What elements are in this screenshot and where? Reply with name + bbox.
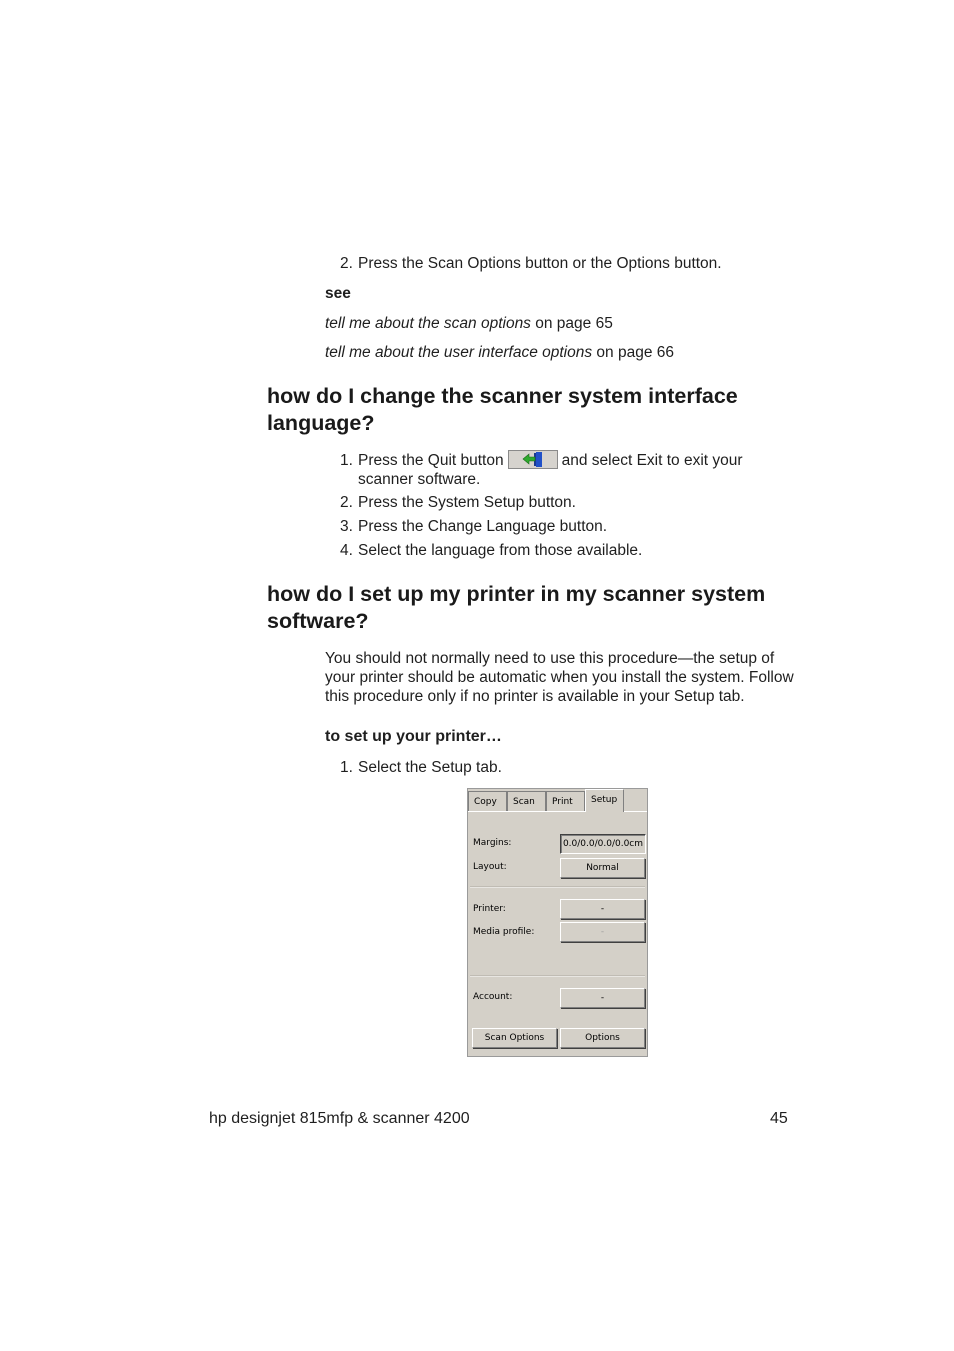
printer-intro — [325, 649, 795, 706]
step-number: 4. — [340, 542, 353, 559]
step-text: Press the System Setup button. — [358, 494, 576, 511]
step-text: Select the Setup tab. — [358, 759, 502, 776]
printer-button[interactable]: - — [560, 899, 645, 919]
step-scan-options — [340, 254, 722, 273]
footer-title: hp designjet 815mfp & scanner 4200 — [209, 1110, 470, 1127]
heading-line: language? — [267, 411, 375, 435]
step-text: and select Exit to exit your — [561, 452, 743, 469]
heading-set-up-printer — [267, 581, 765, 635]
printer-step-1 — [340, 758, 502, 777]
step-text: Press the Scan Options button or the Options button. — [358, 255, 722, 272]
setup-panel — [467, 788, 648, 1057]
step-text: Press the Quit button — [358, 452, 504, 469]
link-title[interactable]: tell me about the user interface options — [325, 344, 593, 361]
step-number: 3. — [340, 518, 353, 535]
account-button[interactable]: - — [560, 988, 645, 1008]
tab-bar — [468, 789, 647, 811]
step-text: Select the language from those available. — [358, 542, 643, 559]
intro-line: You should not normally need to use this procedure—the setup of — [325, 650, 775, 667]
intro-line: this procedure only if no printer is available in your Setup tab. — [325, 688, 745, 705]
language-step-2 — [340, 493, 576, 512]
intro-line: your printer should be automatic when you install the system. Follow — [325, 669, 794, 686]
language-step-1 — [340, 450, 780, 489]
see-link-scan-options[interactable] — [325, 314, 613, 333]
step-number: 1. — [340, 452, 353, 469]
heading-line: how do I change the scanner system interface — [267, 384, 738, 408]
tab-copy[interactable]: Copy — [468, 791, 507, 811]
margins-button[interactable]: 0.0/0.0/0.0/0.0cm — [560, 834, 646, 854]
language-step-4 — [340, 541, 642, 560]
layout-button[interactable]: Normal — [560, 858, 645, 878]
link-page: on page 66 — [596, 344, 674, 361]
tab-setup[interactable]: Setup — [585, 789, 624, 812]
media-profile-button[interactable]: - — [560, 922, 645, 942]
page-number: 45 — [770, 1110, 788, 1127]
see-link-ui-options[interactable] — [325, 343, 674, 362]
account-label: Account: — [473, 992, 513, 1002]
printer-label: Printer: — [473, 904, 506, 914]
step-text: Press the Change Language button. — [358, 518, 608, 535]
quit-door-arrow-icon — [509, 451, 557, 468]
tab-scan[interactable]: Scan — [507, 791, 546, 811]
quit-button-image — [508, 450, 558, 469]
media-profile-label: Media profile: — [473, 927, 535, 937]
link-page: on page 65 — [535, 315, 613, 332]
link-title[interactable]: tell me about the scan options — [325, 315, 531, 332]
language-step-3 — [340, 517, 607, 536]
divider — [470, 886, 645, 888]
divider — [470, 975, 645, 977]
margins-label: Margins: — [473, 838, 512, 848]
heading-line: how do I set up my printer in my scanner system — [267, 582, 766, 606]
step-number: 2. — [340, 255, 353, 272]
see-label: see — [325, 285, 351, 302]
layout-label: Layout: — [473, 862, 507, 872]
tab-print[interactable]: Print — [546, 791, 585, 811]
scan-options-button[interactable]: Scan Options — [472, 1028, 557, 1048]
heading-change-language — [267, 383, 738, 437]
subheading-set-up-printer: to set up your printer… — [325, 728, 502, 745]
options-button[interactable]: Options — [560, 1028, 645, 1048]
step-number: 1. — [340, 759, 353, 776]
step-number: 2. — [340, 494, 353, 511]
step-text: scanner software. — [358, 471, 481, 488]
heading-line: software? — [267, 609, 369, 633]
